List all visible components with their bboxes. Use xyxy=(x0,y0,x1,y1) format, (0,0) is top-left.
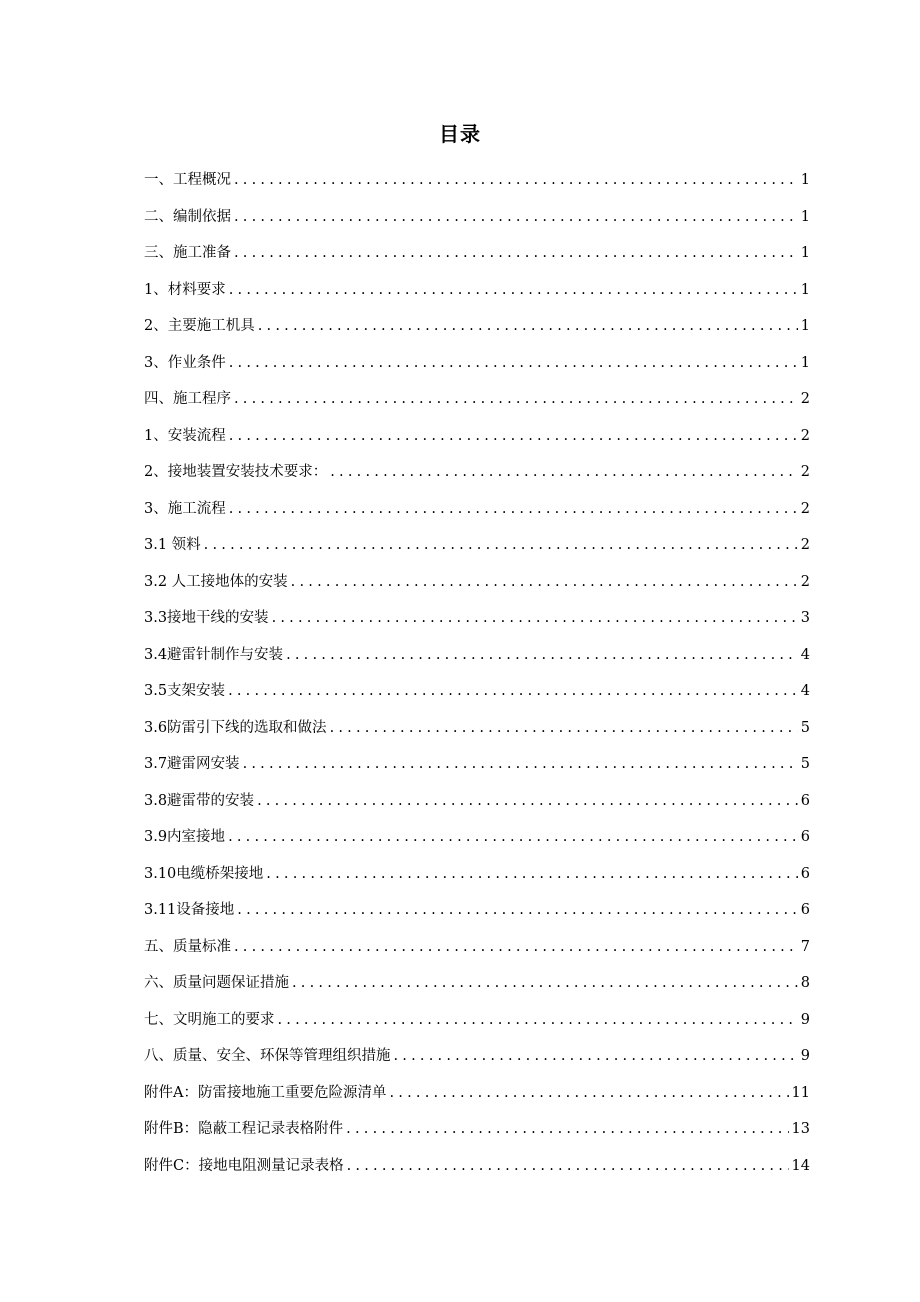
toc-leader xyxy=(278,1010,798,1030)
toc-leader xyxy=(234,243,798,263)
toc-entry[interactable] xyxy=(144,527,810,564)
toc-entry-label: 八、质量、安全、环保等管理组织措施 xyxy=(144,1048,391,1065)
toc-page-number: 4 xyxy=(800,646,810,663)
toc-page-number: 3 xyxy=(800,610,810,627)
toc-entry-label: 2、主要施工机具 xyxy=(144,318,255,335)
toc-leader xyxy=(237,900,797,920)
toc-page-number: 6 xyxy=(800,865,810,882)
toc-entry-label: 1、材料要求 xyxy=(144,281,226,298)
toc-page-number: 8 xyxy=(800,975,810,992)
toc-page-number: 2 xyxy=(800,537,810,554)
toc-page-number: 6 xyxy=(800,902,810,919)
toc-leader xyxy=(258,316,798,336)
toc-entry[interactable] xyxy=(144,929,810,966)
toc-entry-label: 3.7避雷网安装 xyxy=(144,756,240,773)
toc-page-number: 5 xyxy=(800,719,810,736)
toc-entry[interactable] xyxy=(144,783,810,820)
toc-leader xyxy=(346,1119,788,1139)
toc-entry-label: 3、作业条件 xyxy=(144,354,226,371)
toc-page-number: 2 xyxy=(800,427,810,444)
toc-entry-label: 3.11设备接地 xyxy=(144,902,235,919)
toc-entry[interactable] xyxy=(144,892,810,929)
toc-page-number: 2 xyxy=(800,500,810,517)
toc-entry-label: 1、安装流程 xyxy=(144,427,226,444)
toc-entry[interactable] xyxy=(144,381,810,418)
toc-entry-label: 附件C：接地电阻测量记录表格 xyxy=(144,1157,344,1174)
toc-leader xyxy=(229,426,798,446)
toc-entry-label: 一、工程概况 xyxy=(144,172,231,189)
toc-entry[interactable] xyxy=(144,1111,810,1148)
toc-leader xyxy=(243,754,798,774)
toc-entry-label: 3.9内室接地 xyxy=(144,829,226,846)
toc-entry[interactable] xyxy=(144,819,810,856)
toc-leader xyxy=(394,1046,798,1066)
toc-page-number: 1 xyxy=(800,208,810,225)
toc-entry-label: 2、接地装置安装技术要求： xyxy=(144,464,328,481)
toc-entry-label: 七、文明施工的要求 xyxy=(144,1011,275,1028)
toc-page-number: 1 xyxy=(800,354,810,371)
toc-entry[interactable] xyxy=(144,673,810,710)
toc-leader xyxy=(330,462,798,482)
toc-entry[interactable] xyxy=(144,965,810,1002)
toc-leader xyxy=(330,718,798,738)
toc-page-number: 1 xyxy=(800,172,810,189)
toc-entry-label: 五、质量标准 xyxy=(144,938,231,955)
toc-page-number: 6 xyxy=(800,829,810,846)
toc-entry-label: 二、编制依据 xyxy=(144,208,231,225)
toc-leader xyxy=(234,389,798,409)
toc-entry-label: 附件B：隐蔽工程记录表格附件 xyxy=(144,1121,344,1138)
toc-entry-label: 3.5支架安装 xyxy=(144,683,226,700)
toc-leader xyxy=(234,170,798,190)
toc-entry-label: 附件A：防雷接地施工重要危险源清单 xyxy=(144,1084,387,1101)
toc-entry[interactable] xyxy=(144,564,810,601)
toc-leader xyxy=(257,791,798,811)
toc-leader xyxy=(229,280,798,300)
toc-entry-label: 3.6防雷引下线的选取和做法 xyxy=(144,719,327,736)
toc-leader xyxy=(228,681,798,701)
toc-page-number: 9 xyxy=(800,1011,810,1028)
toc-page-number: 9 xyxy=(800,1048,810,1065)
toc-page-number: 2 xyxy=(800,573,810,590)
toc-page-number: 7 xyxy=(800,938,810,955)
toc-leader xyxy=(234,207,798,227)
toc-leader xyxy=(272,608,798,628)
toc-leader xyxy=(204,535,798,555)
toc-entry[interactable] xyxy=(144,1002,810,1039)
toc-page-number: 11 xyxy=(791,1084,810,1101)
toc-leader xyxy=(229,499,798,519)
toc-page-number: 2 xyxy=(800,391,810,408)
toc-entry[interactable] xyxy=(144,199,810,236)
toc-entry-label: 3.10电缆桥架接地 xyxy=(144,865,264,882)
toc-leader xyxy=(266,864,797,884)
toc-entry-label: 三、施工准备 xyxy=(144,245,231,262)
toc-leader xyxy=(229,353,798,373)
toc-entry-label: 3.1 领料 xyxy=(144,537,201,554)
toc-entry[interactable] xyxy=(144,272,810,309)
toc-entry[interactable] xyxy=(144,746,810,783)
toc-entry[interactable] xyxy=(144,308,810,345)
toc-entry-label: 六、质量问题保证措施 xyxy=(144,975,289,992)
toc-page-number: 5 xyxy=(800,756,810,773)
toc-page-number: 13 xyxy=(791,1121,810,1138)
toc-entry[interactable] xyxy=(144,345,810,382)
toc-entry[interactable] xyxy=(144,600,810,637)
toc-leader xyxy=(291,572,798,592)
toc-leader xyxy=(286,645,798,665)
toc-entry[interactable] xyxy=(144,710,810,747)
toc-leader xyxy=(389,1083,788,1103)
toc-entry[interactable] xyxy=(144,1038,810,1075)
toc-list xyxy=(144,162,810,1184)
toc-entry[interactable] xyxy=(144,856,810,893)
toc-entry-label: 3.8避雷带的安装 xyxy=(144,792,255,809)
toc-leader xyxy=(228,827,798,847)
toc-entry[interactable] xyxy=(144,418,810,455)
page-title: 目录 xyxy=(439,122,481,146)
toc-entry-label: 3、施工流程 xyxy=(144,500,226,517)
toc-leader xyxy=(292,973,798,993)
toc-entry[interactable] xyxy=(144,1075,810,1112)
toc-entry[interactable] xyxy=(144,491,810,528)
toc-entry-label: 3.2 人工接地体的安装 xyxy=(144,573,288,590)
toc-entry[interactable] xyxy=(144,235,810,272)
toc-page-number: 1 xyxy=(800,245,810,262)
toc-page-number: 6 xyxy=(800,792,810,809)
toc-page-number: 1 xyxy=(800,318,810,335)
toc-page-number: 4 xyxy=(800,683,810,700)
toc-entry[interactable] xyxy=(144,162,810,199)
toc-entry[interactable] xyxy=(144,454,810,491)
toc-entry-label: 四、施工程序 xyxy=(144,391,231,408)
toc-page-number: 14 xyxy=(791,1157,810,1174)
toc-entry-label: 3.3接地干线的安装 xyxy=(144,610,269,627)
toc-page-number: 1 xyxy=(800,281,810,298)
toc-entry[interactable] xyxy=(144,637,810,674)
toc-entry[interactable] xyxy=(144,1148,810,1185)
toc-leader xyxy=(234,937,798,957)
toc-entry-label: 3.4避雷针制作与安装 xyxy=(144,646,284,663)
toc-page-number: 2 xyxy=(800,464,810,481)
toc-leader xyxy=(347,1156,789,1176)
